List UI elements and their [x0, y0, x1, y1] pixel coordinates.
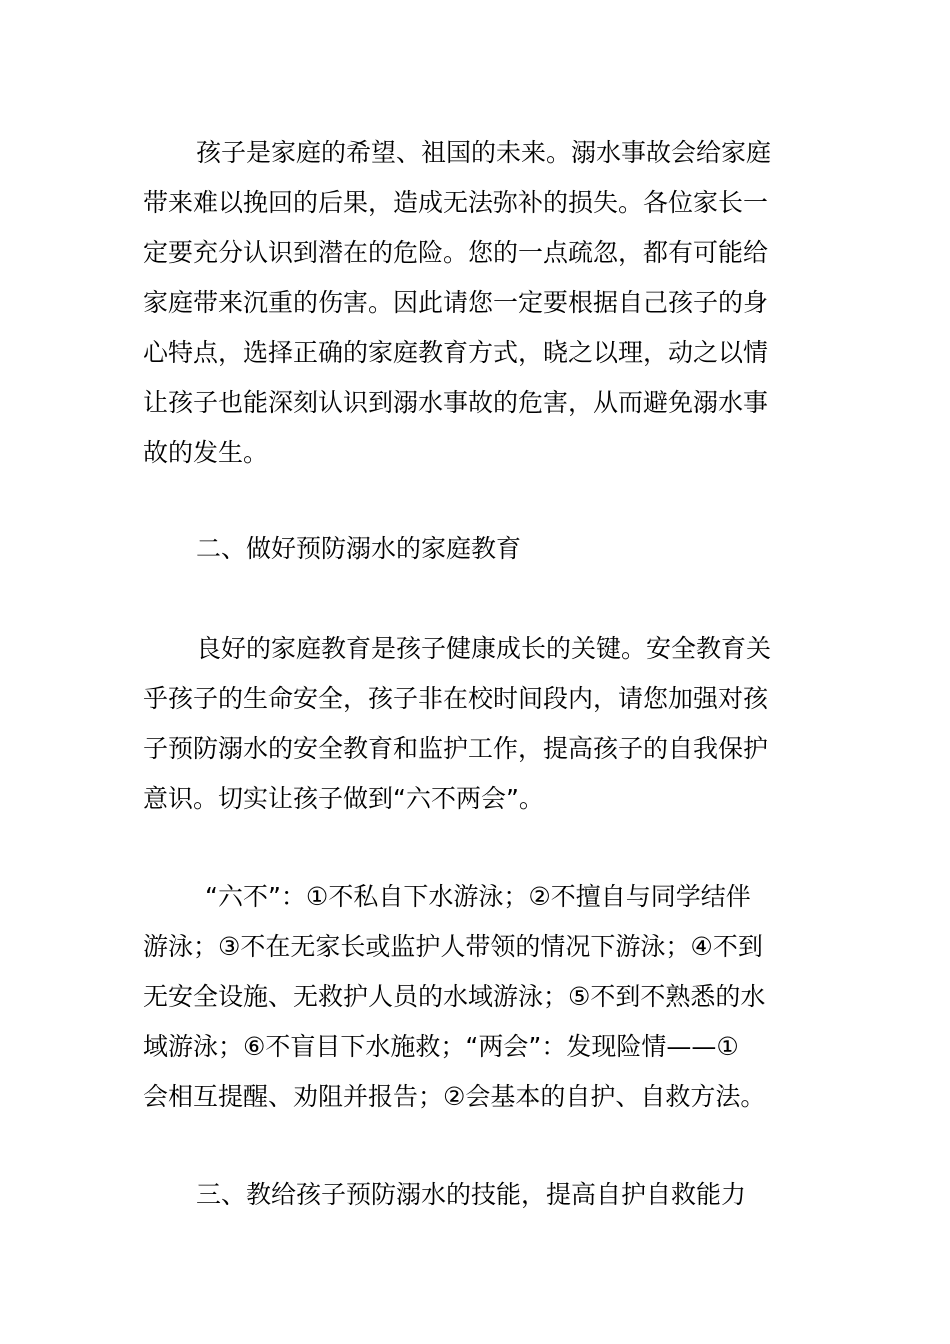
paragraph-line: “六不”：①不私自下水游泳；②不擅自与同学结伴 — [205, 882, 751, 911]
paragraph-line: 乎孩子的生命安全，孩子非在校时间段内，请您加强对孩 — [143, 684, 769, 713]
paragraph-line: 家庭带来沉重的伤害。因此请您一定要根据自己孩子的身 — [143, 288, 769, 317]
paragraph-line: 孩子是家庭的希望、祖国的未来。溺水事故会给家庭 — [196, 138, 772, 167]
paragraph-line: 故的发生。 — [143, 438, 269, 467]
paragraph-line: 游泳；③不在无家长或监护人带领的情况下游泳；④不到 — [143, 932, 763, 961]
paragraph-line: 意识。切实让孩子做到“六不两会”。 — [143, 784, 544, 813]
paragraph-line: 会相互提醒、劝阻并报告；②会基本的自护、自救方法。 — [143, 1082, 766, 1111]
paragraph-line: 心特点，选择正确的家庭教育方式，晓之以理，动之以情 — [143, 338, 769, 367]
paragraph-line: 无安全设施、无救护人员的水域游泳；⑤不到不熟悉的水 — [143, 982, 766, 1011]
section-heading: 二、做好预防溺水的家庭教育 — [196, 534, 522, 563]
paragraph-line: 域游泳；⑥不盲目下水施救；“两会”：发现险情——① — [143, 1032, 739, 1061]
section-heading: 三、教给孩子预防溺水的技能，提高自护自救能力 — [196, 1180, 747, 1209]
paragraph-line: 让孩子也能深刻认识到溺水事故的危害，从而避免溺水事 — [143, 388, 769, 417]
paragraph-line: 良好的家庭教育是孩子健康成长的关键。安全教育关 — [196, 634, 772, 663]
paragraph-line: 定要充分认识到潜在的危险。您的一点疏忽，都有可能给 — [143, 238, 769, 267]
paragraph-line: 子预防溺水的安全教育和监护工作，提高孩子的自我保护 — [143, 734, 769, 763]
paragraph-line: 带来难以挽回的后果，造成无法弥补的损失。各位家长一 — [143, 188, 769, 217]
